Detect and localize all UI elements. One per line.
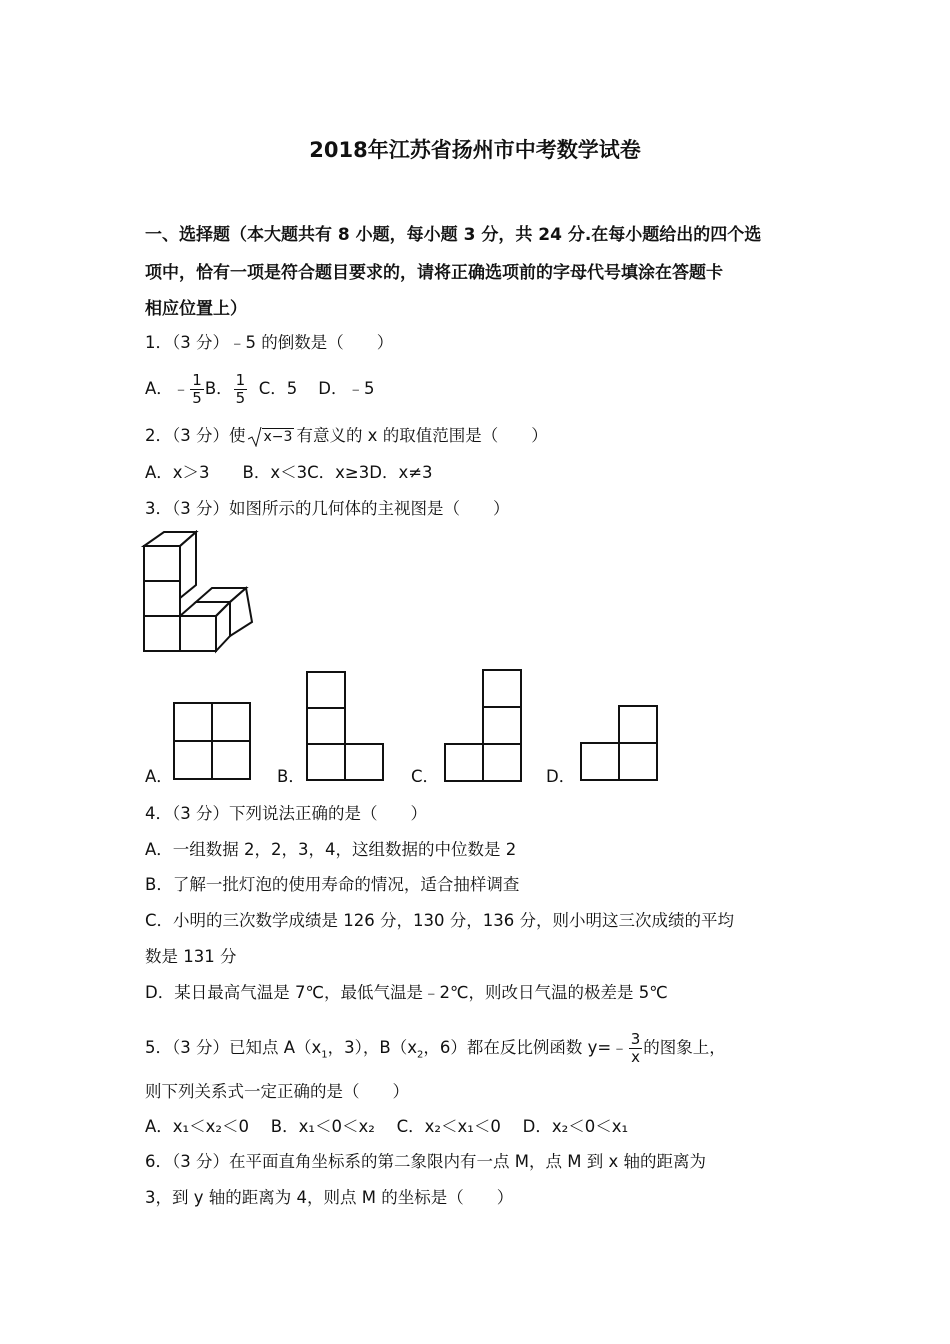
- exam-title: 2018年江苏省扬州市中考数学试卷: [309, 138, 641, 162]
- q5-options: A．x₁＜x₂＜0 B．x₁＜0＜x₂ C．x₂＜x₁＜0 D．x₂＜0＜x₁: [145, 1117, 629, 1136]
- q5-stem: 5．（3 分）已知点 $A(x_1$，3），$B(x_2$，6）都在反比例函数 y=﹣ $\frac{3}{x}$ 的图象上，: [145, 1030, 726, 1066]
- q3-option-b-label: B．: [277, 767, 305, 786]
- q6-stem-line-1: 6．（3 分）在平面直角坐标系的第二象限内有一点 M，点 M 到 x 轴的距离为: [145, 1152, 706, 1171]
- q1-option-b-label: B．: [204, 379, 233, 398]
- q2-options: A．x＞3 B．x＜3C．x≥3D．x≠3: [145, 463, 433, 482]
- q4-option-c-line-1: C．小明的三次数学成绩是 126 分，130 分，136 分，则小明这三次成绩的平均: [145, 911, 734, 930]
- q1-option-d: D．﹣5: [318, 379, 375, 398]
- q2-stem-prefix: 2．（3 分）使: [145, 426, 246, 445]
- q3-option-b-figure: [306, 671, 386, 783]
- q3-stem: 3．（3 分）如图所示的几何体的主视图是（ ）: [145, 499, 510, 518]
- q3-option-d-figure: [580, 705, 660, 783]
- q2-stem: [145, 425, 548, 448]
- q5-fraction: $\frac{3}{x}$: [630, 1030, 641, 1066]
- q4-stem: 4．（3 分）下列说法正确的是（ ）: [145, 804, 427, 823]
- section-heading-line-1: 一、选择题（本大题共有 8 小题，每小题 3 分，共 24 分.在每小题给出的四个选: [145, 225, 762, 245]
- q3-option-d-label: D．: [546, 767, 576, 786]
- q2-square-root: x−3: [248, 425, 295, 448]
- q1-option-a-fraction: $\frac{1}{5}$: [192, 371, 202, 407]
- q1-option-a-label: A．: [145, 379, 173, 398]
- q1-option-c: C．5: [258, 379, 298, 398]
- section-heading-line-3: 相应位置上）: [145, 299, 247, 319]
- q4-option-c-line-2: 数是 131 分: [145, 947, 237, 966]
- q4-option-d: D．某日最高气温是 7℃，最低气温是﹣2℃，则改日气温的极差是 5℃: [145, 983, 668, 1002]
- q2-stem-suffix: 有意义的 x 的取值范围是（ ）: [296, 426, 548, 445]
- q3-option-c-label: C．: [411, 767, 440, 786]
- q4-option-a: A．一组数据 2，2，3，4，这组数据的中位数是 2: [145, 840, 517, 859]
- q5-stem-line-2: 则下列关系式一定正确的是（ ）: [145, 1082, 409, 1101]
- section-heading-line-2: 项中，恰有一项是符合题目要求的，请将正确选项前的字母代号填涂在答题卡: [145, 263, 723, 283]
- q1-option-a-sign: ﹣: [172, 379, 190, 398]
- q1-options: [145, 372, 374, 407]
- q1-option-b-fraction: $\frac{1}{5}$: [235, 371, 246, 407]
- q4-option-b: B．了解一批灯泡的使用寿命的情况，适合抽样调查: [145, 875, 520, 894]
- q3-option-a-label: A．: [145, 767, 173, 786]
- solid-figure: [140, 530, 260, 655]
- q3-option-a-figure: [173, 702, 253, 782]
- q3-option-c-figure: [444, 669, 524, 783]
- q6-stem-line-2: 3，到 y 轴的距离为 4，则点 M 的坐标是（ ）: [145, 1188, 514, 1207]
- q1-stem: 1．（3 分）﹣5 的倒数是（ ）: [145, 333, 394, 352]
